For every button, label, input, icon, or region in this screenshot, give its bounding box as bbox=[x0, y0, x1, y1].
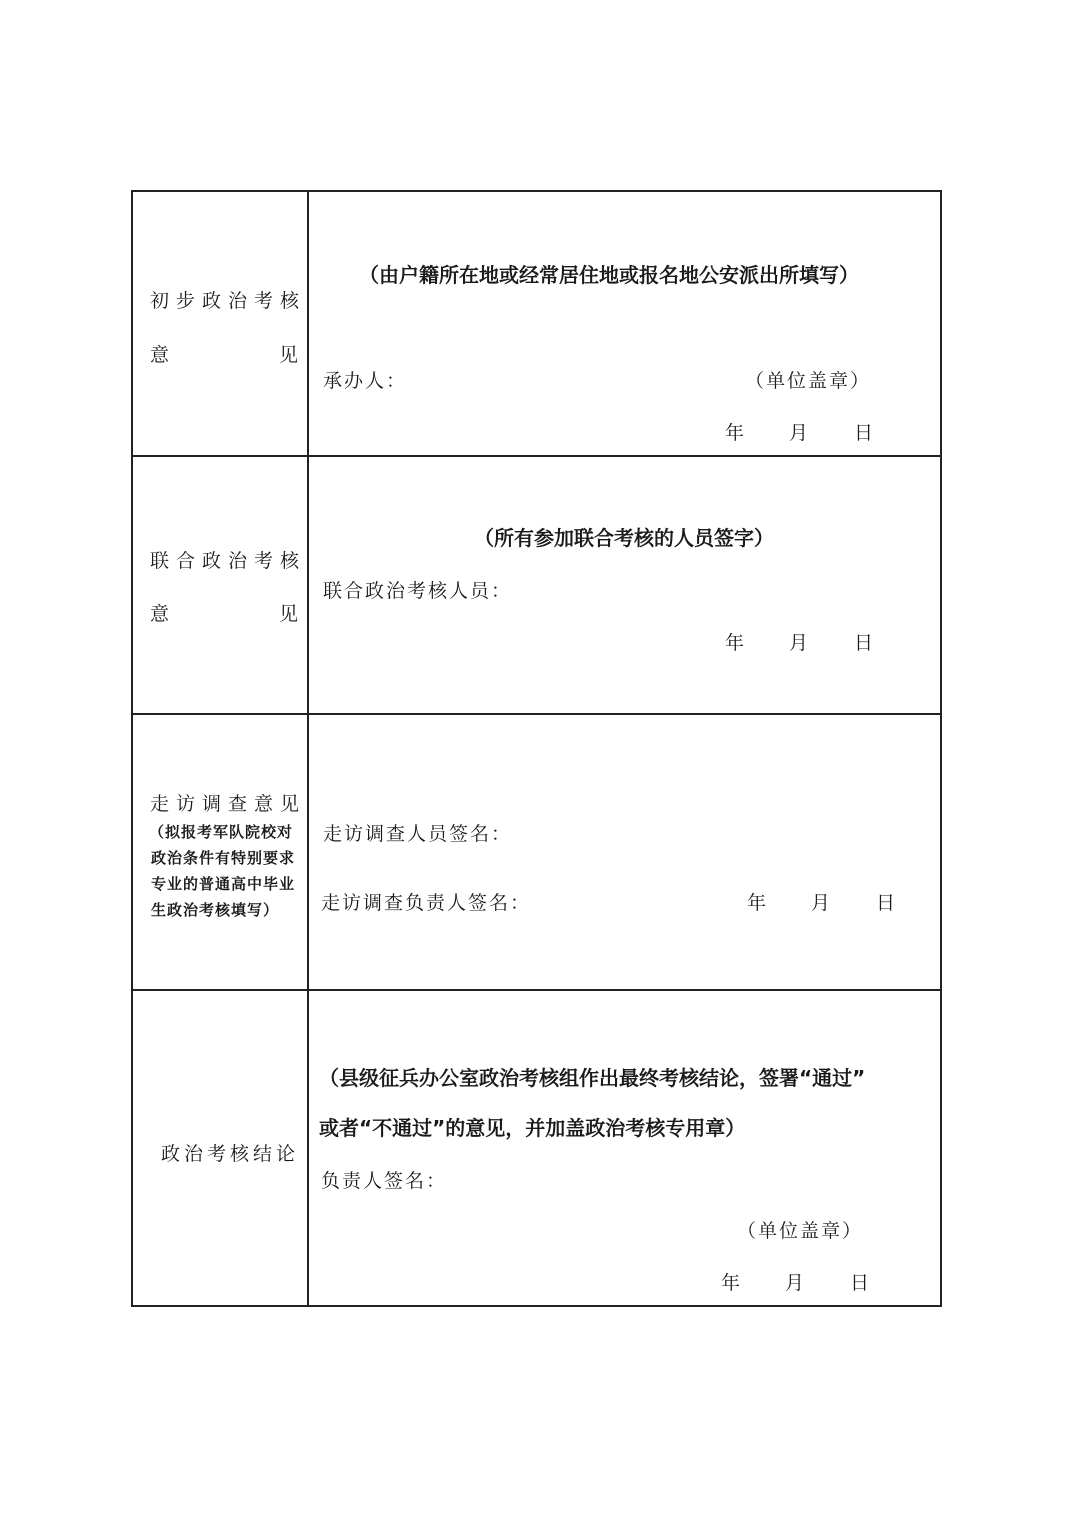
content-cell-review-conclusion bbox=[309, 991, 940, 1305]
label-note-line-3: 专业的普通高中毕业 bbox=[151, 875, 296, 893]
content-cell-joint-review bbox=[309, 457, 940, 713]
label-note-line-2: 政治条件有特别要求 bbox=[151, 849, 296, 867]
date-day: 日 bbox=[876, 892, 896, 914]
label-opinion-left: 意 bbox=[150, 344, 177, 366]
political-review-form-table bbox=[131, 190, 942, 1307]
instruction-conclusion-line-2: 或者“不通过”的意见，并加盖政治考核专用章） bbox=[319, 1116, 746, 1140]
handler-label: 承办人： bbox=[323, 370, 408, 392]
instruction-joint-signature: （所有参加联合考核的人员签字） bbox=[474, 526, 774, 550]
date-month: 月 bbox=[785, 1272, 805, 1294]
date-month: 月 bbox=[789, 632, 809, 654]
row-joint-review bbox=[133, 457, 940, 715]
label-opinion-right: 见 bbox=[279, 344, 306, 366]
date-day: 日 bbox=[854, 422, 874, 444]
row-preliminary-review bbox=[133, 192, 940, 457]
date-year: 年 bbox=[725, 422, 745, 444]
label-opinion-right: 见 bbox=[279, 603, 306, 625]
row-visit-investigation bbox=[133, 715, 940, 991]
instruction-conclusion-line-1: （县级征兵办公室政治考核组作出最终考核结论，签署“通过” bbox=[319, 1066, 866, 1090]
date-year: 年 bbox=[725, 632, 745, 654]
unit-seal-label: （单位盖章） bbox=[745, 370, 872, 392]
content-cell-visit-investigation bbox=[309, 715, 940, 989]
label-note-line-1: （拟报考军队院校对 bbox=[149, 823, 294, 841]
unit-seal-label: （单位盖章） bbox=[737, 1220, 864, 1242]
date-day: 日 bbox=[850, 1272, 870, 1294]
date-month: 月 bbox=[789, 422, 809, 444]
joint-personnel-label: 联合政治考核人员： bbox=[323, 580, 513, 602]
label-cell-joint-review bbox=[133, 457, 309, 713]
label-visit-investigation: 走访调查意见 bbox=[150, 793, 307, 815]
label-cell-visit-investigation bbox=[133, 715, 309, 989]
leader-signature-label: 负责人签名： bbox=[321, 1170, 448, 1192]
content-cell-preliminary-review bbox=[309, 192, 940, 455]
date-year: 年 bbox=[721, 1272, 741, 1294]
label-cell-preliminary-review bbox=[133, 192, 309, 455]
label-opinion-left: 意 bbox=[150, 603, 177, 625]
label-cell-review-conclusion bbox=[133, 991, 309, 1305]
investigation-leader-signature-label: 走访调查负责人签名： bbox=[321, 892, 532, 914]
date-year: 年 bbox=[747, 892, 767, 914]
row-review-conclusion bbox=[133, 991, 940, 1305]
date-month: 月 bbox=[811, 892, 831, 914]
label-preliminary-review: 初步政治考核 bbox=[150, 290, 307, 312]
label-note-line-4: 生政治考核填写） bbox=[151, 901, 280, 919]
instruction-police-station: （由户籍所在地或经常居住地或报名地公安派出所填写） bbox=[359, 263, 859, 287]
label-joint-review: 联合政治考核 bbox=[150, 550, 307, 572]
investigator-signature-label: 走访调查人员签名： bbox=[323, 823, 513, 845]
label-review-conclusion: 政治考核结论 bbox=[161, 1143, 300, 1165]
date-day: 日 bbox=[854, 632, 874, 654]
